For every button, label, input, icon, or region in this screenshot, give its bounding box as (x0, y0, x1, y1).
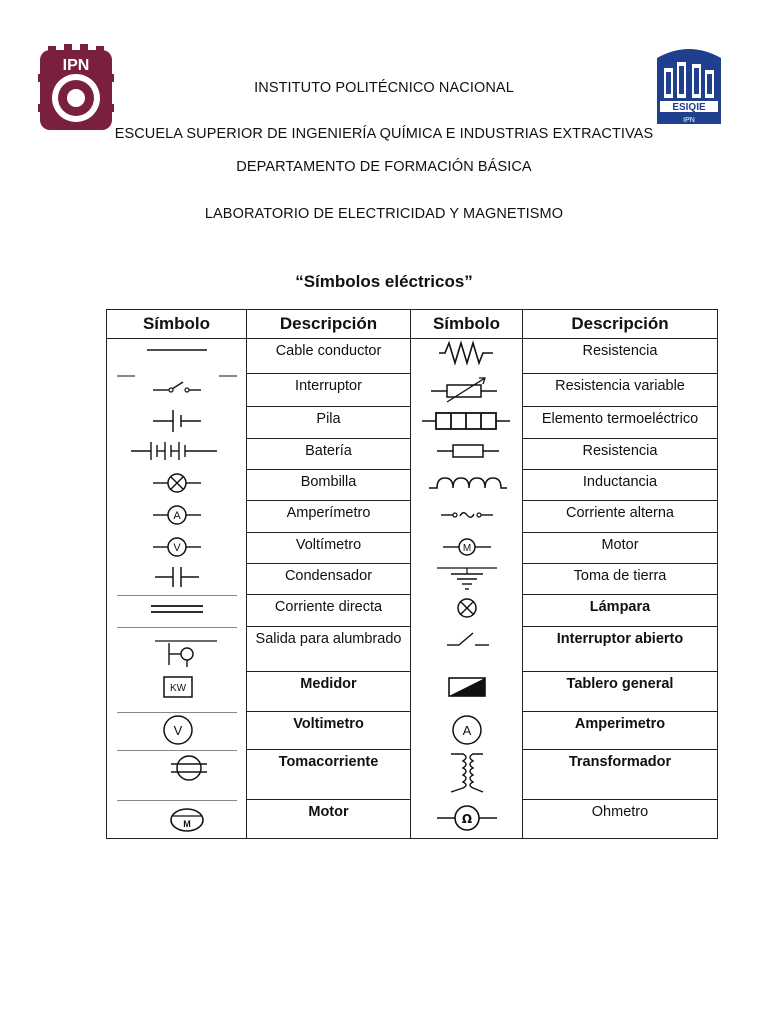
symbol-cell (107, 470, 247, 501)
header-symbol-1: Símbolo (107, 310, 247, 339)
table-row (107, 627, 718, 672)
table-row (107, 595, 718, 627)
voltmeter-circle-icon (117, 712, 237, 750)
description-cell: Cable conductor (247, 339, 411, 374)
table-row (107, 374, 718, 407)
dc-icon (117, 595, 237, 625)
kw-meter-icon (117, 672, 237, 706)
symbol-cell (411, 800, 523, 839)
symbol-cell (107, 750, 247, 800)
description-cell: Voltímetro (247, 533, 411, 564)
description-cell: Resistencia (523, 439, 718, 470)
description-cell: Inductancia (523, 470, 718, 501)
ammeter-label: A (172, 509, 181, 522)
header-symbol-2: Símbolo (411, 310, 523, 339)
description-cell: Tablero general (523, 672, 718, 712)
ground-icon (417, 564, 517, 594)
motor-oval-label: M (182, 818, 191, 829)
symbol-cell (107, 501, 247, 533)
symbol-cell (107, 439, 247, 470)
description-cell: Condensador (247, 564, 411, 595)
description-cell: Resistencia (523, 339, 718, 374)
symbol-cell (411, 439, 523, 470)
table-row (107, 407, 718, 439)
motor-label: M (462, 542, 471, 554)
ipn-logo-text: IPN (62, 57, 90, 74)
voltmeter-circle-label: V (173, 722, 182, 738)
table-row (107, 672, 718, 712)
symbol-cell (107, 595, 247, 627)
symbol-cell (107, 339, 247, 374)
description-cell: Tomacorriente (247, 750, 411, 800)
table-row (107, 712, 718, 750)
battery-icon (117, 439, 237, 469)
bulb-icon (117, 470, 237, 500)
symbol-cell (107, 712, 247, 750)
symbol-cell (411, 501, 523, 533)
ammeter-circle-icon (417, 712, 517, 750)
table-row (107, 533, 718, 564)
motor-oval-icon (117, 800, 237, 838)
document-title: “Símbolos eléctricos” (295, 272, 473, 291)
symbol-cell (411, 595, 523, 627)
school-heading: ESCUELA SUPERIOR DE INGENIERÍA QUÍMICA E INDUSTRIAS EXTRACTIVAS (114, 126, 654, 142)
institute-heading: INSTITUTO POLITÉCNICO NACIONAL (254, 80, 514, 96)
description-cell: Corriente directa (247, 595, 411, 627)
resistor-box-icon (417, 439, 517, 469)
kw-label: KW (169, 682, 186, 694)
wire-icon (117, 339, 237, 369)
description-cell: Interruptor abierto (523, 627, 718, 672)
symbols-table (106, 309, 718, 839)
table-row (107, 439, 718, 470)
lab-heading: LABORATORIO DE ELECTRICIDAD Y MAGNETISMO (204, 206, 564, 222)
cell-icon (117, 407, 237, 437)
description-cell: Pila (247, 407, 411, 439)
table-header-row (107, 310, 718, 339)
ohmmeter-icon (417, 800, 517, 838)
symbol-cell (411, 627, 523, 672)
voltmeter-icon (117, 533, 237, 563)
symbol-cell (411, 564, 523, 595)
description-cell: Amperimetro (523, 712, 718, 750)
symbol-cell (107, 627, 247, 672)
table-row (107, 800, 718, 839)
description-cell: Ohmetro (523, 800, 718, 839)
lighting-outlet-icon (117, 627, 237, 671)
symbol-cell (411, 339, 523, 374)
variable-resistor-icon (417, 374, 517, 404)
lamp-icon (417, 595, 517, 625)
symbol-cell (107, 533, 247, 564)
description-cell: Motor (523, 533, 718, 564)
description-cell: Medidor (247, 672, 411, 712)
open-switch-icon (417, 627, 517, 657)
symbol-cell (411, 712, 523, 750)
department-heading: DEPARTAMENTO DE FORMACIÓN BÁSICA (236, 159, 532, 175)
symbol-cell (411, 750, 523, 800)
symbol-cell (107, 800, 247, 839)
thermoelectric-icon (412, 407, 522, 437)
symbol-cell (411, 672, 523, 712)
ammeter-circle-label: A (462, 722, 471, 738)
description-cell: Amperímetro (247, 501, 411, 533)
description-cell: Corriente alterna (523, 501, 718, 533)
transformer-icon (417, 750, 517, 796)
symbol-cell (411, 374, 523, 407)
ohm-label: Ω (461, 811, 472, 826)
inductor-icon (417, 470, 517, 500)
symbol-cell (411, 407, 523, 439)
description-cell: Motor (247, 800, 411, 839)
outlet-icon (117, 750, 237, 796)
esiqie-logo-text: ESIQIE (672, 102, 706, 113)
description-cell: Lámpara (523, 595, 718, 627)
table-row (107, 470, 718, 501)
motor-icon (417, 533, 517, 563)
switch-icon (117, 374, 237, 404)
symbol-cell (107, 407, 247, 439)
esiqie-logo-sub: IPN (683, 117, 695, 124)
table-row (107, 750, 718, 800)
description-cell: Voltimetro (247, 712, 411, 750)
symbol-cell (411, 533, 523, 564)
ac-source-icon (417, 501, 517, 531)
description-cell: Elemento termoeléctrico (523, 407, 718, 439)
description-cell: Transformador (523, 750, 718, 800)
main-panel-icon (417, 672, 517, 706)
header-description-1: Descripción (247, 310, 411, 339)
description-cell: Salida para alumbrado (247, 627, 411, 672)
description-cell: Batería (247, 439, 411, 470)
resistor-zigzag-icon (417, 339, 517, 369)
description-cell: Toma de tierra (523, 564, 718, 595)
voltmeter-label: V (172, 541, 181, 554)
capacitor-icon (117, 564, 237, 594)
symbol-cell (411, 470, 523, 501)
table-row (107, 339, 718, 374)
symbol-cell (107, 564, 247, 595)
table-row (107, 564, 718, 595)
table-row (107, 501, 718, 533)
description-cell: Interruptor (247, 374, 411, 407)
symbol-cell (107, 672, 247, 712)
description-cell: Bombilla (247, 470, 411, 501)
symbol-cell (107, 374, 247, 407)
header-description-2: Descripción (523, 310, 718, 339)
description-cell: Resistencia variable (523, 374, 718, 407)
ammeter-icon (117, 501, 237, 531)
